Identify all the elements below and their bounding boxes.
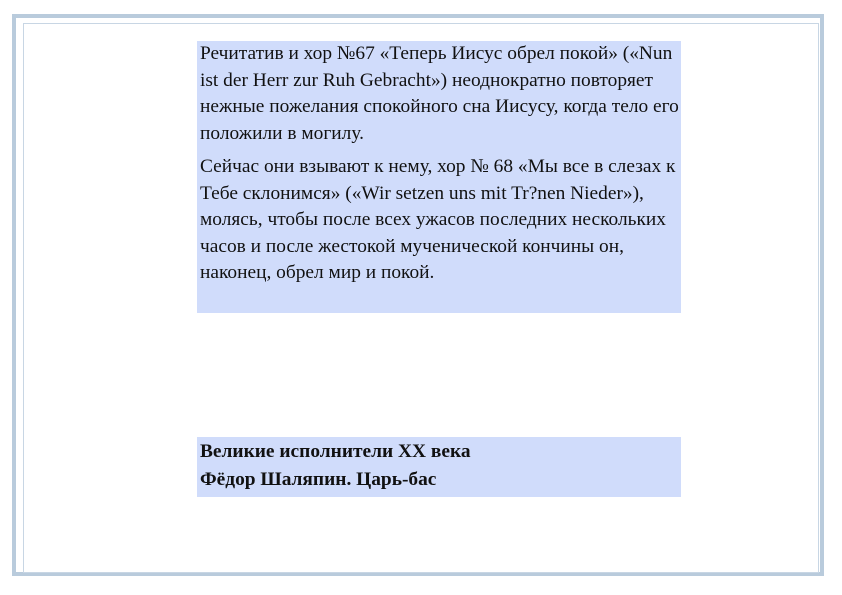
footer-series-title: Великие исполнители XX века [200, 441, 471, 462]
footer-text-box [197, 437, 681, 497]
paragraph-recitative: Речитатив и хор №67 «Теперь Иисус обрел покой» («Nun ist der Herr zur Ruh Gebracht») неоднократно повторяет нежные пожелания спокойного сна Иисусу, когда тело его положили в могилу. [200, 43, 679, 144]
paragraph-chorus: Сейчас они взывают к нему, хор № 68 «Мы все в слезах к Тебе склонимся» («Wir setzen uns mit Tr?nen Nieder»), молясь, чтобы после всех ужасов последних нескольких часов и после жестокой мученической кончины он, наконец, обрел мир и покой. [200, 156, 676, 283]
main-text-box [197, 41, 681, 313]
footer-subtitle: Фёдор Шаляпин. Царь-бас [200, 469, 437, 490]
